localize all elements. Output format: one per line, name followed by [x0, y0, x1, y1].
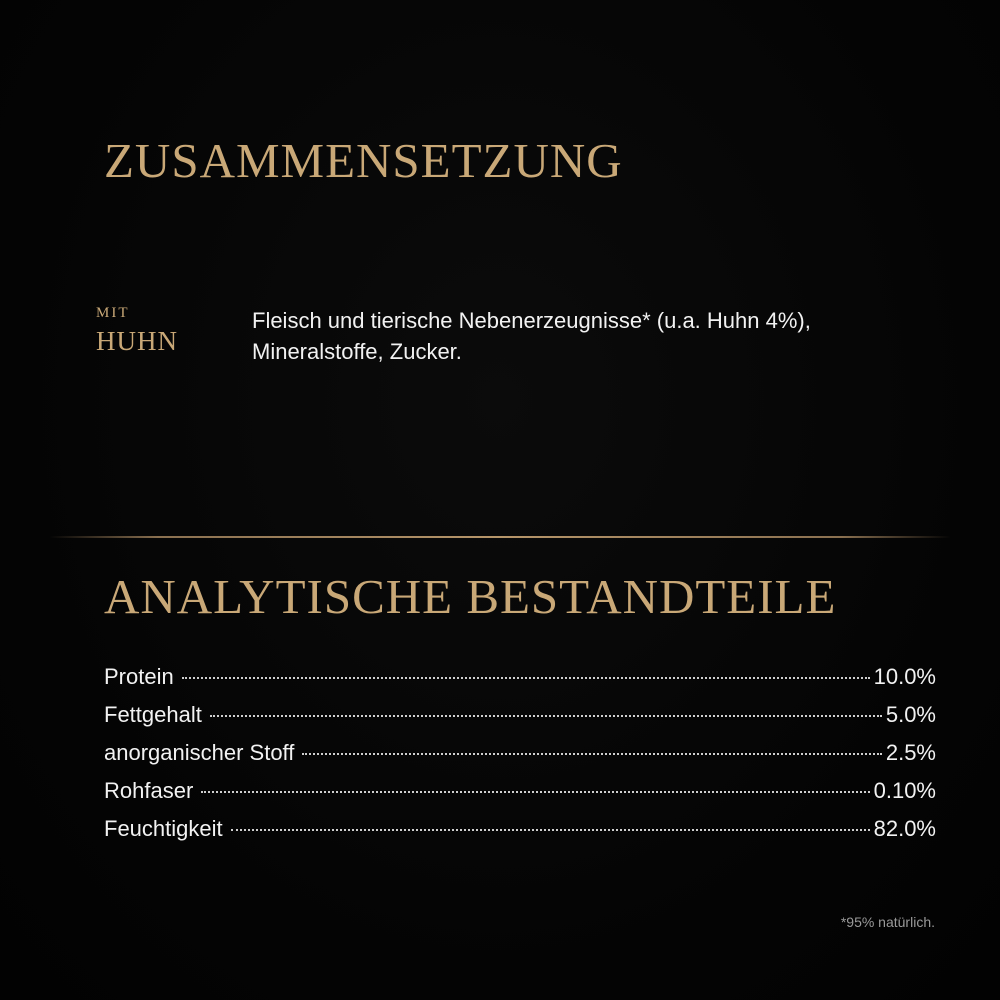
- nutrient-name: Fettgehalt: [104, 702, 202, 727]
- nutrient-value: 5.0%: [885, 702, 936, 727]
- dot-leader: [201, 791, 869, 793]
- nutrient-name: anorganischer Stoff: [104, 740, 295, 765]
- nutrient-value: 0.10%: [873, 778, 936, 803]
- nutrient-name: Feuchtigkeit: [104, 816, 223, 841]
- analysis-title: ANALYTISCHE BESTANDTEILE: [104, 569, 837, 624]
- nutrient-value: 82.0%: [873, 816, 936, 841]
- section-divider: [50, 536, 950, 538]
- nutrient-row-fat: [104, 696, 936, 734]
- variant-prefix: MIT: [96, 305, 130, 321]
- dot-leader: [182, 677, 870, 679]
- composition-title: ZUSAMMENSETZUNG: [104, 133, 623, 188]
- nutrient-name: Rohfaser: [104, 778, 194, 803]
- nutrient-row-fiber: [104, 772, 936, 810]
- dot-leader: [231, 829, 870, 831]
- nutrient-name: Protein: [104, 664, 174, 689]
- variant-label: [96, 306, 178, 355]
- nutrient-row-protein: [104, 658, 936, 696]
- nutrient-row-moisture: [104, 810, 936, 848]
- footnote: *95% natürlich.: [840, 914, 935, 930]
- nutrient-value: 10.0%: [873, 664, 936, 689]
- variant-name: HUHN: [96, 326, 178, 356]
- nutrient-value: 2.5%: [885, 740, 936, 765]
- nutrient-list: [104, 658, 936, 848]
- nutrient-row-ash: [104, 734, 936, 772]
- dot-leader: [210, 715, 882, 717]
- dot-leader: [302, 753, 881, 755]
- ingredients-text: Fleisch und tierische Nebenerzeugnisse* (u.a. Huhn 4%), Mineralstoffe, Zucker.: [252, 308, 811, 364]
